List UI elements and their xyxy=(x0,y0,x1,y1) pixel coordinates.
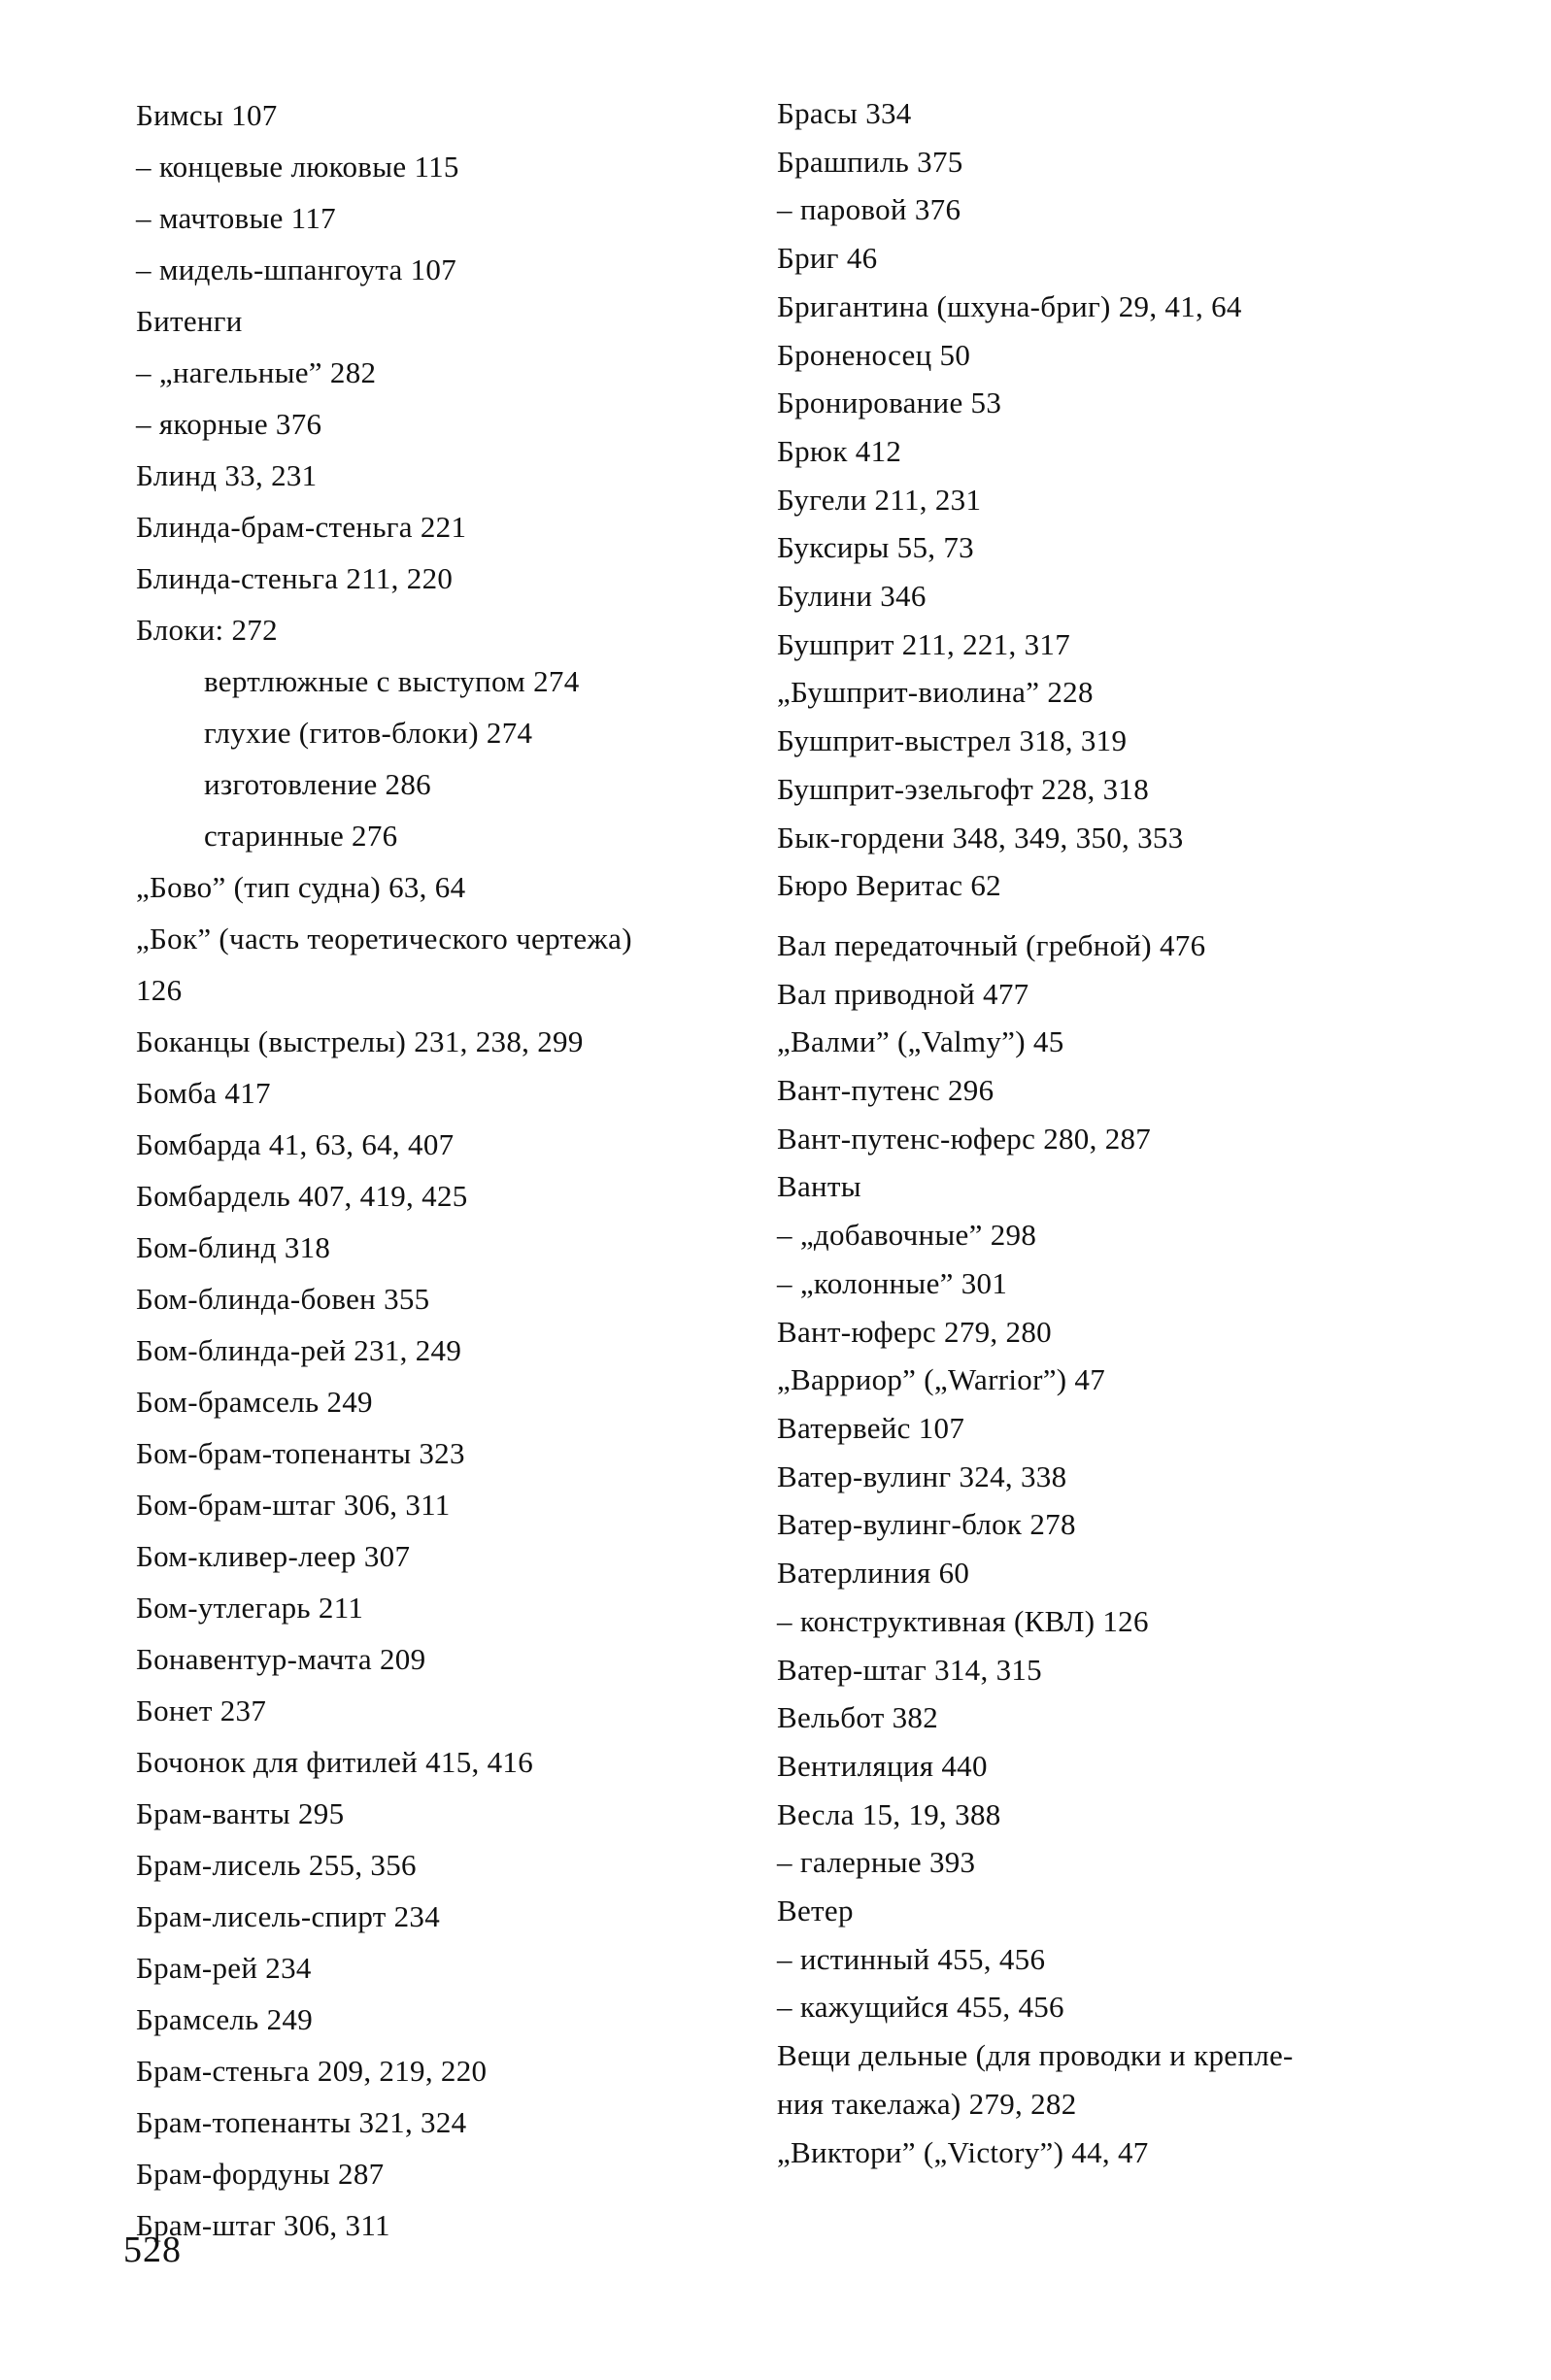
index-entry: Броненосец 50 xyxy=(777,337,971,372)
index-column-right xyxy=(777,89,1437,2176)
index-entry: Ватерлиния 60 xyxy=(777,1556,970,1591)
index-entry: Бомбарда 41, 63, 64, 407 xyxy=(136,1127,455,1161)
index-entry: – конструктивная (КВЛ) 126 xyxy=(777,1603,1149,1638)
index-entry: „Бово” (тип судна) 63, 64 xyxy=(136,870,466,904)
index-entry: Вентиляция 440 xyxy=(777,1748,988,1783)
index-entry: Вельбот 382 xyxy=(777,1700,939,1735)
index-entry: Бом-брамсель 249 xyxy=(136,1385,373,1419)
index-column-left xyxy=(136,89,758,2251)
index-entry: Бом-блинда-бовен 355 xyxy=(136,1282,430,1316)
index-entry: „Виктори” („Victory”) 44, 47 xyxy=(777,2134,1149,2169)
index-entry: Бом-блинд 318 xyxy=(136,1230,331,1264)
index-entry: – кажущийся 455, 456 xyxy=(777,1990,1064,2025)
index-entry: Брам-рей 234 xyxy=(136,1951,312,1985)
index-entry: Буксиры 55, 73 xyxy=(777,530,974,565)
index-entry: – концевые люковые 115 xyxy=(136,150,459,184)
index-entry: Бюро Веритас 62 xyxy=(777,868,1001,903)
index-entry: Весла 15, 19, 388 xyxy=(777,1796,1001,1831)
index-entry: Брам-ванты 295 xyxy=(136,1796,345,1830)
page-number: 528 xyxy=(123,2229,182,2270)
index-entry: 126 xyxy=(136,973,183,1007)
index-entry: – „добавочные” 298 xyxy=(777,1218,1037,1253)
index-entry: „Бушприт-виолина” 228 xyxy=(777,675,1094,710)
index-entry: Брам-фордуны 287 xyxy=(136,2157,385,2191)
index-entry: Бушприт-выстрел 318, 319 xyxy=(777,723,1128,758)
index-entry: Ватер-вулинг 324, 338 xyxy=(777,1458,1067,1493)
index-entry: „Бок” (часть теоретического чертежа) xyxy=(136,922,632,955)
index-entry: „Валми” („Valmy”) 45 xyxy=(777,1024,1064,1059)
index-entry: Блинд 33, 231 xyxy=(136,458,318,492)
index-entry: Боканцы (выстрелы) 231, 238, 299 xyxy=(136,1024,584,1058)
index-entry: Бомба 417 xyxy=(136,1076,271,1110)
index-entry: Брам-лисель 255, 356 xyxy=(136,1848,417,1882)
index-entry: Ватер-вулинг-блок 278 xyxy=(777,1507,1076,1542)
index-entry: Бугели 211, 231 xyxy=(777,482,982,517)
index-entry: Вант-путенс-юферс 280, 287 xyxy=(777,1121,1152,1156)
index-entry: Бушприт 211, 221, 317 xyxy=(777,626,1071,661)
index-entry: Брамсель 249 xyxy=(136,2002,314,2036)
index-entry: Бонет 237 xyxy=(136,1693,267,1727)
index-entry: – галерные 393 xyxy=(777,1845,976,1880)
index-entry: Битенги xyxy=(136,304,243,338)
index-entry: изготовление 286 xyxy=(204,767,431,801)
index-entry: глухие (гитов-блоки) 274 xyxy=(204,716,533,750)
index-entry: – истинный 455, 456 xyxy=(777,1941,1046,1976)
index-entry: Булини 346 xyxy=(777,579,927,614)
index-entry: Вант-путенс 296 xyxy=(777,1073,995,1108)
index-entry: – мидель-шпангоута 107 xyxy=(136,252,457,286)
index-entry: – якорные 376 xyxy=(136,407,322,441)
index-entry: – „нагельные” 282 xyxy=(136,355,377,389)
index-entry: Блинда-брам-стеньга 221 xyxy=(136,510,467,544)
index-entry: Брюк 412 xyxy=(777,433,902,468)
index-entry: Ванты xyxy=(777,1169,861,1204)
index-entry: Бом-брам-топенанты 323 xyxy=(136,1436,465,1470)
index-entry: Брам-стеньга 209, 219, 220 xyxy=(136,2054,488,2088)
index-entry: – мачтовые 117 xyxy=(136,201,336,235)
index-entry: Брам-лисель-спирт 234 xyxy=(136,1899,441,1933)
index-entry: Брасы 334 xyxy=(777,96,912,130)
index-entry: Бомбардель 407, 419, 425 xyxy=(136,1179,468,1213)
index-entry: Брам-штаг 306, 311 xyxy=(136,2208,390,2242)
index-entry: Бушприт-эзельгофт 228, 318 xyxy=(777,771,1149,806)
index-entry: Ветер xyxy=(777,1894,854,1928)
index-entry: Вал передаточный (гребной) 476 xyxy=(777,927,1206,962)
index-entry: Бом-брам-штаг 306, 311 xyxy=(136,1488,451,1522)
index-entry: Бом-утлегарь 211 xyxy=(136,1591,364,1625)
index-entry: Бык-гордени 348, 349, 350, 353 xyxy=(777,820,1184,855)
index-entry: вертлюжные с выступом 274 xyxy=(204,664,580,698)
index-entry: Брашпиль 375 xyxy=(777,144,963,179)
index-entry: старинные 276 xyxy=(204,819,398,853)
index-entry: Бонавентур-мачта 209 xyxy=(136,1642,426,1676)
index-entry: Ватер-штаг 314, 315 xyxy=(777,1652,1042,1687)
index-entry: Бочонок для фитилей 415, 416 xyxy=(136,1745,534,1779)
index-entry: Бом-кливер-леер 307 xyxy=(136,1539,411,1573)
index-entry: – паровой 376 xyxy=(777,192,961,227)
index-entry: Блинда-стеньга 211, 220 xyxy=(136,561,454,595)
index-entry: Брам-топенанты 321, 324 xyxy=(136,2105,467,2139)
index-entry: ния такелажа) 279, 282 xyxy=(777,2086,1077,2121)
index-entry: Вант-юферс 279, 280 xyxy=(777,1314,1052,1349)
index-entry: „Варриор” („Warrior”) 47 xyxy=(777,1362,1106,1397)
index-entry: Вещи дельные (для проводки и крепле- xyxy=(777,2038,1294,2073)
index-entry: Бригантина (шхуна-бриг) 29, 41, 64 xyxy=(777,288,1242,323)
index-entry: Блоки: 272 xyxy=(136,613,278,647)
index-entry: Вал приводной 477 xyxy=(777,976,1029,1011)
index-entry: Бимсы 107 xyxy=(136,98,278,132)
index-entry: Ватервейс 107 xyxy=(777,1410,965,1445)
index-entry: – „колонные” 301 xyxy=(777,1265,1008,1300)
index-entry: Бриг 46 xyxy=(777,241,878,276)
index-entry: Бронирование 53 xyxy=(777,385,1002,420)
index-entry: Бом-блинда-рей 231, 249 xyxy=(136,1333,462,1367)
